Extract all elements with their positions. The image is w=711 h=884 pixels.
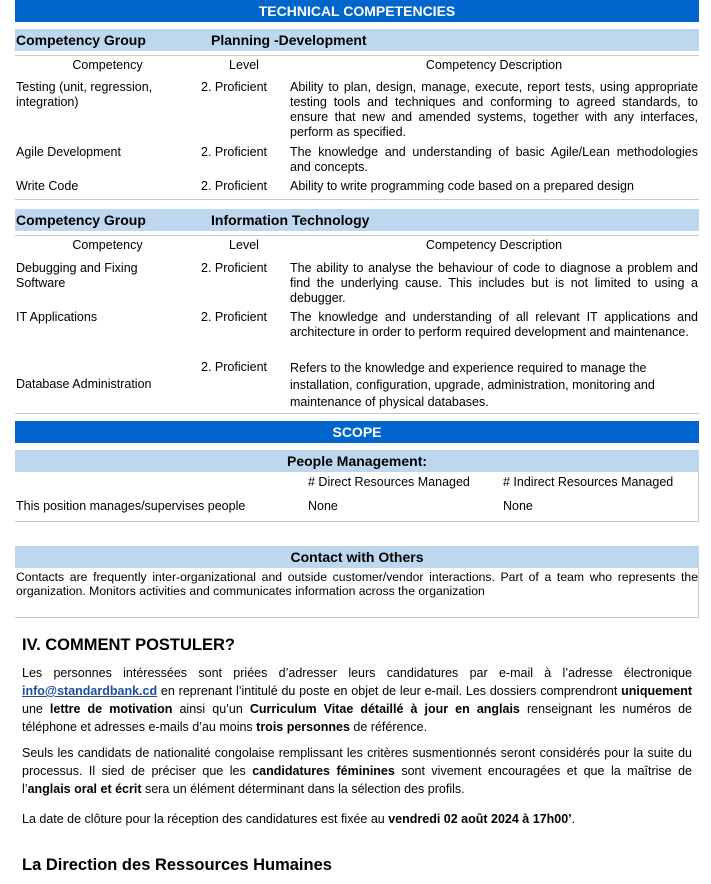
text: Les personnes intéressées sont priées d’adresser leurs candidatures par e-mail à l’adresse électronique — [22, 666, 692, 680]
people-management-label: This position manages/supervises people — [16, 499, 246, 513]
col-header-direct-resources: # Direct Resources Managed — [308, 475, 470, 489]
competency-description: The knowledge and understanding of basic Agile/Lean methodologies and concepts. — [290, 145, 698, 174]
competency-name: Agile Development — [16, 145, 121, 159]
bold-text: anglais oral et écrit — [27, 782, 142, 796]
email-link[interactable]: info@standardbank.cd — [22, 684, 158, 698]
competency-group-label: Competency Group — [16, 212, 146, 228]
competency-name: IT Applications — [16, 310, 98, 324]
bold-text: trois personnes — [256, 720, 350, 734]
text: de référence. — [349, 720, 428, 734]
apply-paragraph-2 — [22, 744, 692, 798]
competency-level: 2. Proficient — [201, 145, 268, 159]
people-management-bar: People Management: — [15, 450, 699, 472]
section-heading-apply: IV. COMMENT POSTULER? — [22, 636, 235, 654]
col-header-level: Level — [229, 238, 259, 252]
indirect-resources-value: None — [503, 499, 533, 513]
text: La date de clôture pour la réception des candidatures est fixée au — [22, 812, 389, 826]
divider — [15, 413, 699, 414]
text: sera un élément déterminant dans la sélection des profils. — [141, 782, 465, 796]
bold-text: uniquement — [621, 684, 692, 698]
text: renseignant les numéros de téléphone et adresses e-mails d’au moins — [22, 702, 692, 734]
col-header-description: Competency Description — [425, 58, 563, 72]
competency-level: 2. Proficient — [201, 310, 268, 324]
technical-competencies-header: TECHNICAL COMPETENCIES — [15, 0, 699, 22]
apply-paragraph-1 — [22, 664, 692, 736]
text: Seuls les candidats de nationalité congolaise remplissant les critères susmentionnés seront considérés pour la suite du processus. Il sied de préciser que les — [22, 746, 692, 778]
text: ainsi qu’un — [172, 702, 250, 716]
apply-paragraph-3 — [22, 810, 692, 828]
col-header-level: Level — [229, 58, 259, 72]
competency-name: Database Administration — [16, 377, 152, 391]
competency-group-bar — [15, 29, 699, 51]
competency-level: 2. Proficient — [201, 179, 268, 193]
competency-level: 2. Proficient — [201, 261, 268, 275]
divider — [15, 235, 699, 236]
bold-text: vendredi 02 août 2024 à 17h00’ — [388, 812, 572, 826]
competency-description: The ability to analyse the behaviour of code to diagnose a problem and find the underlying cause. This includes but is not limited to using a debugger. — [290, 261, 698, 305]
divider — [15, 521, 699, 522]
competency-description: Ability to plan, design, manage, execute, report tests, using appropriate testing tools and techniques and conforming to agreed standards, to ensure that new and amended systems, together with any interfaces, perform as specified. — [290, 80, 698, 139]
border — [698, 568, 699, 618]
competency-name: Debugging and Fixing Software — [16, 261, 138, 290]
contact-with-others-text: Contacts are frequently inter-organizational and outside customer/vendor interactions. Part of a team who represents the organization. Monitors activities and communicates information across the organization — [16, 570, 698, 598]
border — [698, 472, 699, 522]
signature: La Direction des Ressources Humaines — [22, 856, 332, 874]
col-header-competency: Competency — [72, 58, 143, 72]
bold-text: candidatures féminines — [252, 764, 395, 778]
divider — [15, 55, 699, 56]
contact-with-others-bar: Contact with Others — [15, 546, 699, 568]
text: . — [571, 812, 576, 826]
competency-group-label: Competency Group — [16, 32, 146, 48]
competency-description: The knowledge and understanding of all relevant IT applications and architecture in order to perform required development and maintenance. — [290, 310, 698, 339]
text: une — [22, 702, 50, 716]
competency-name: Write Code — [16, 179, 79, 193]
competency-group-name: Planning -Development — [211, 32, 367, 48]
competency-description: Refers to the knowledge and experience required to manage the installation, configuration, upgrade, administration, monitoring and maintenance of physical databases. — [290, 361, 655, 409]
competency-level: 2. Proficient — [201, 360, 268, 374]
col-header-competency: Competency — [72, 238, 143, 252]
competency-name: Testing (unit, regression, integration) — [16, 80, 153, 109]
divider — [15, 199, 699, 200]
divider — [15, 617, 699, 618]
col-header-indirect-resources: # Indirect Resources Managed — [503, 475, 674, 489]
text: sont vivement encouragées et que la maîtrise de l’ — [22, 764, 692, 796]
col-header-description: Competency Description — [425, 238, 563, 252]
bold-text: Curriculum Vitae détaillé à jour en anglais — [249, 702, 520, 716]
competency-level: 2. Proficient — [201, 80, 268, 94]
competency-group-bar — [15, 209, 699, 231]
scope-header: SCOPE — [15, 421, 699, 443]
text: en reprenant l’intitulé du poste en objet de leur e-mail. Les dossiers comprendront — [157, 684, 622, 698]
competency-group-name: Information Technology — [211, 212, 370, 228]
competency-description: Ability to write programming code based on a prepared design — [290, 179, 634, 193]
direct-resources-value: None — [308, 499, 338, 513]
bold-text: lettre de motivation — [49, 702, 173, 716]
